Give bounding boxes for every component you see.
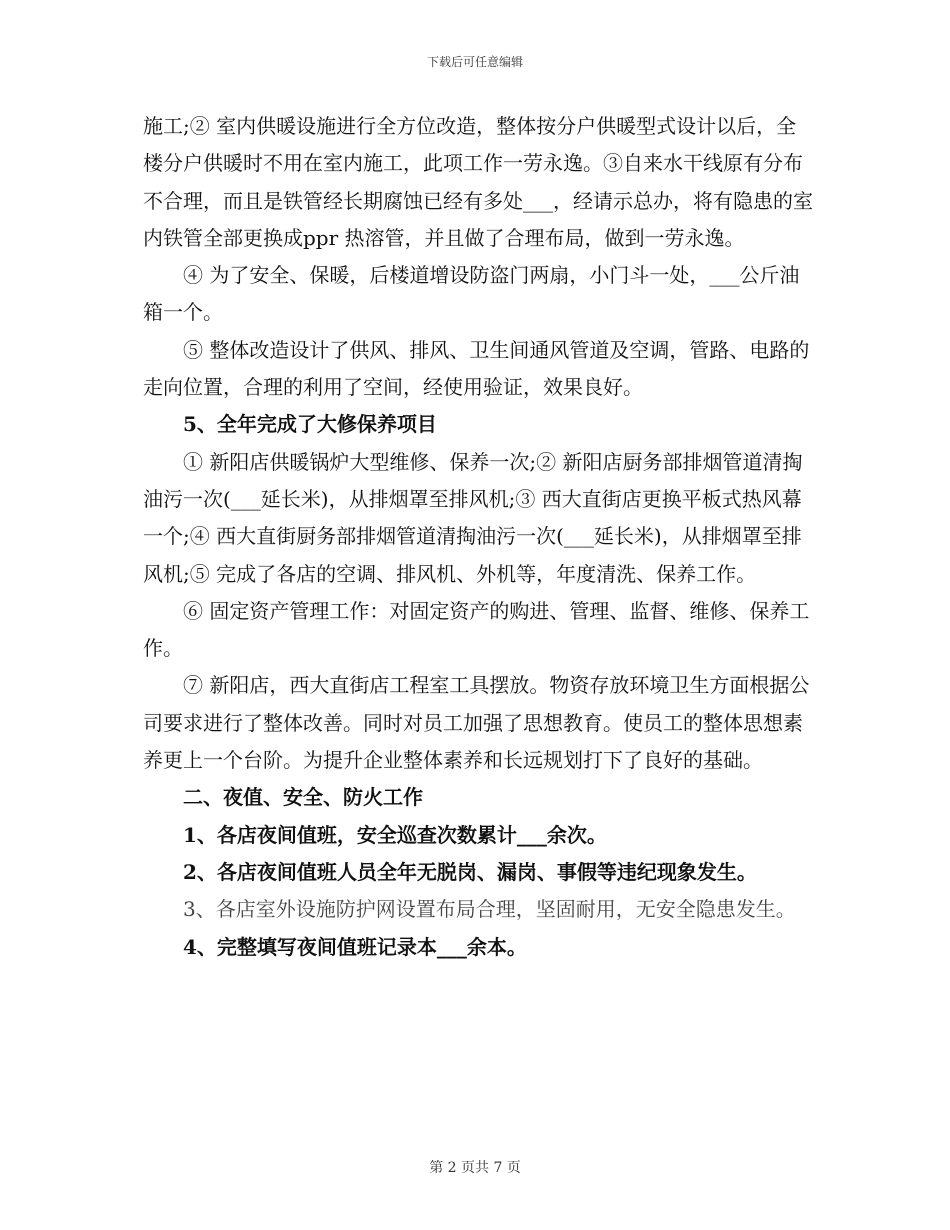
document-body: [143, 108, 815, 966]
page-header: 下载后可任意编辑: [426, 55, 523, 69]
paragraph-5: ⑥ 固定资产管理工作：对固定资产的购进、管理、监督、维修、保养工作。: [143, 598, 810, 661]
paragraph-3: ⑤ 整体改造设计了供风、排风、卫生间通风管道及空调，管路、电路的走向位置，合理的利用了空间，经使用验证，效果良好。: [143, 337, 810, 400]
page-footer: 第 2 页共 7 页: [429, 1160, 521, 1176]
paragraph-1: 施工;② 室内供暖设施进行全方位改造，整体按分户供暖型式设计以后，全楼分户供暖时不用在室内施工，此项工作一劳永逸。③自来水干线原有分布不合理，而且是铁管经长期腐蚀已经有多处___，经请示总办，将有隐患的室内铁管全部更换成ppr 热溶管，并且做了合理布局，做到一劳永逸。: [143, 114, 813, 250]
item-heading-1: 1、各店夜间值班，安全巡查次数累计___余次。: [183, 822, 607, 847]
paragraph-6: ⑦ 新阳店，西大直街店工程室工具摆放。物资存放环境卫生方面根据公司要求进行了整体改善。同时对员工加强了思想教育。使员工的整体思想素养更上一个台阶。为提升企业整体素养和长远规划打下了良好的基础。: [143, 673, 810, 773]
paragraph-2: ④ 为了安全、保暖，后楼道增设防盗门两扇，小门斗一处，___公斤油箱一个。: [143, 263, 800, 325]
paragraph-7: 3、各店室外设施防护网设置布局合理，坚固耐用，无安全隐患发生。: [183, 897, 796, 922]
section-heading-5: 5、全年完成了大修保养项目: [183, 412, 437, 437]
section-heading-2: 二、夜值、安全、防火工作: [183, 785, 423, 810]
paragraph-4: ① 新阳店供暖锅炉大型维修、保养一次;② 新阳店厨务部排烟管道清掏油污一次(___延长米)，从排烟罩至排风机;③ 西大直街店更换平板式热风幕一个;④ 西大直街厨务部排烟管道清掏油污一次(___延长米)，从排烟罩至排风机;⑤ 完成了各店的空调、排风机、外机等，年度清洗、保养工作。: [143, 449, 803, 586]
item-heading-4: 4、完整填写夜间值班记录本___余本。: [183, 934, 527, 959]
item-heading-2: 2、各店夜间值班人员全年无脱岗、漏岗、事假等违纪现象发生。: [183, 859, 757, 884]
